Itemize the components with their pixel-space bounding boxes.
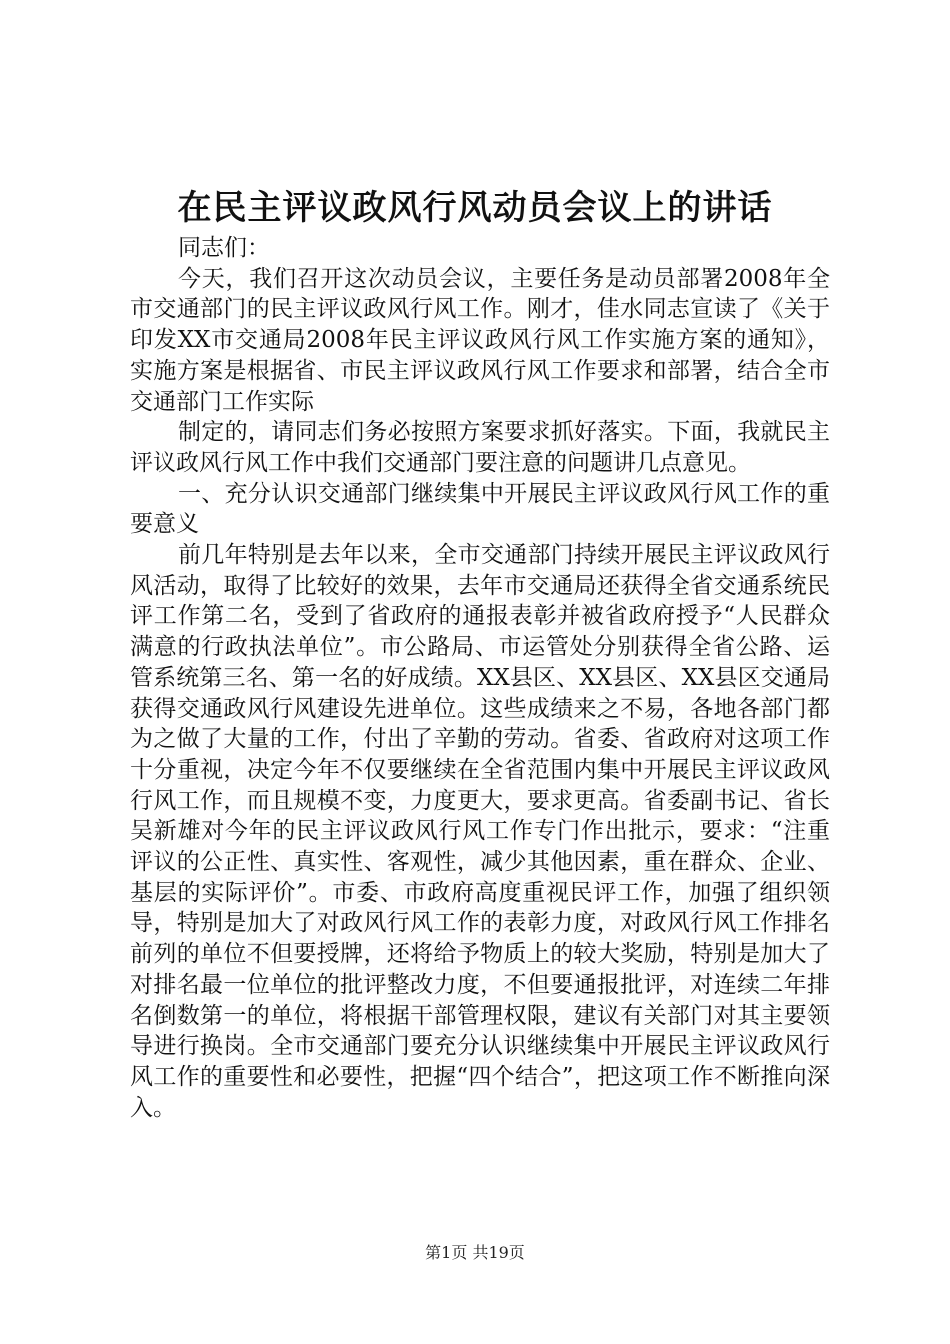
body-paragraph: 今天，我们召开这次动员会议，主要任务是动员部署2008年全市交通部门的民主评议政风行风工作。刚才，佳水同志宣读了《关于印发XX市交通局2008年民主评议政风行风工作实施方案的通知》，实施方案是根据省、市民主评议政风行风工作要求和部署，结合全市交通部门工作实际 [130, 265, 830, 415]
page-title: 在民主评议政风行风动员会议上的讲话 [177, 188, 773, 228]
salutation-paragraph: 同志们： [178, 235, 270, 261]
body-paragraph: 制定的，请同志们务必按照方案要求抓好落实。下面，我就民主评议政风行风工作中我们交通部门要注意的问题讲几点意见。 [130, 419, 830, 476]
section-heading: 一、充分认识交通部门继续集中开展民主评议政风行风工作的重要意义 [130, 480, 830, 538]
document-body [130, 233, 830, 1123]
page-number: 第1页 共19页 [425, 1243, 525, 1262]
body-paragraph: 前几年特别是去年以来，全市交通部门持续开展民主评议政风行风活动，取得了比较好的效果，去年市交通局还获得全省交通系统民评工作第二名，受到了省政府的通报表彰并被省政府授予“人民群众满意的行政执法单位”。市公路局、市运管处分别获得全省公路、运管系统第三名、第一名的好成绩。XX县区、XX县区、XX县区交通局获得交通政风行风建设先进单位。这些成绩来之不易，各地各部门都为之做了大量的工作，付出了辛勤的劳动。省委、省政府对这项工作十分重视，决定今年不仅要继续在全省范围内集中开展民主评议政风行风工作，而且规模不变，力度更大，要求更高。省委副书记、省长吴新雄对今年的民主评议政风行风工作专门作出批示，要求：“注重评议的公正性、真实性、客观性，减少其他因素，重在群众、企业、基层的实际评价”。市委、市政府高度重视民评工作，加强了组织领导，特别是加大了对政风行风工作的表彰力度，对政风行风工作排名前列的单位不但要授牌，还将给予物质上的较大奖励，特别是加大了对排名最一位单位的批评整改力度，不但要通报批评，对连续二年排名倒数第一的单位，将根据干部管理权限，建议有关部门对其主要领导进行换岗。全市交通部门要充分认识继续集中开展民主评议政风行风工作的重要性和必要性，把握“四个结合”，把这项工作不断推向深入。 [130, 542, 830, 1121]
